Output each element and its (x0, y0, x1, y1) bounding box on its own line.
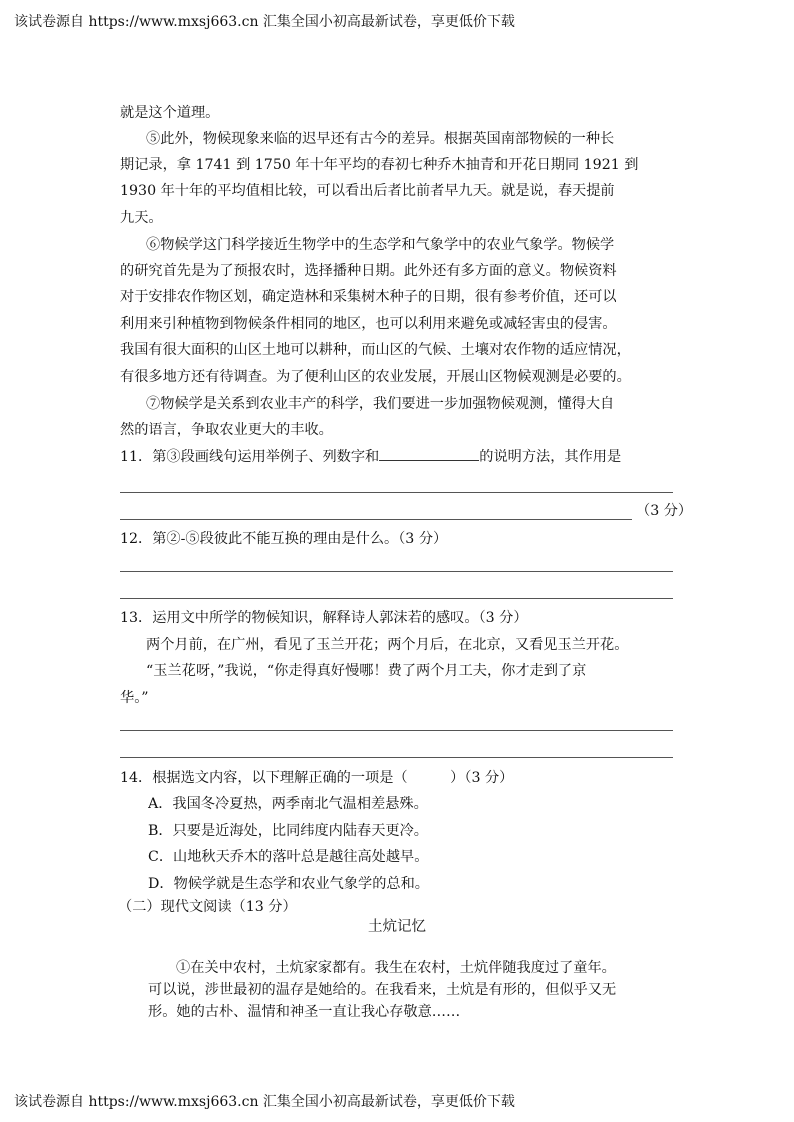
paragraph-4-ending: 就是这个道理。 (120, 105, 220, 121)
answer-line[interactable] (120, 757, 673, 758)
paragraph-6-line: ⑥物候学这门科学接近生物学中的生态学和气象学中的农业气象学。物候学 (146, 237, 615, 253)
article-paragraph-1-line: 形。她的古朴、温情和神圣一直让我心存敬意…… (148, 1004, 461, 1020)
paragraph-5-line: 九天。 (120, 210, 163, 226)
poem-line: “玉兰花呀，”我说，“你走得真好慢哪！费了两个月工夫，你才走到了京 (146, 663, 587, 679)
article-paragraph-1-line: ①在关中农村，土炕家家都有。我生在农村，土炕伴随我度过了童年。 (176, 960, 616, 976)
paragraph-6-line: 我国有很大面积的山区土地可以耕种，而山区的气候、土壤对农作物的适应情况， (120, 342, 631, 358)
answer-line[interactable] (120, 598, 673, 599)
question-11-text-after: 的说明方法，其作用是 (479, 449, 622, 465)
answer-line[interactable] (120, 519, 632, 520)
option-c[interactable]: C．山地秋天乔木的落叶总是越往高处越早。 (148, 849, 429, 865)
paragraph-7-line: ⑦物候学是关系到农业丰产的科学，我们要进一步加强物候观测，懂得大自 (146, 396, 615, 412)
question-11-text-before: 11．第③段画线句运用举例子、列数字和 (120, 449, 380, 465)
answer-line[interactable] (120, 492, 673, 493)
article-paragraph-1-line: 可以说，涉世最初的温存是她给的。在我看来，土炕是有形的，但似乎又无 (148, 982, 617, 998)
option-d[interactable]: D．物候学就是生态学和农业气象学的总和。 (148, 876, 429, 892)
question-11-blank[interactable] (379, 448, 479, 461)
option-b[interactable]: B．只要是近海处，比同纬度内陆春天更冷。 (148, 823, 428, 839)
paragraph-6-line: 有很多地方还有待调查。为了便利山区的农业发展，开展山区物候观测是必要的。 (120, 369, 631, 385)
question-11-score: （3 分） (636, 503, 693, 519)
paragraph-5-line: ⑤此外，物候现象来临的迟早还有古今的差异。根据英国南部物候的一种长 (146, 131, 615, 147)
question-12: 12．第②-⑤段彼此不能互换的理由是什么。（3 分） (120, 531, 448, 547)
page-header-source-line: 该试卷源自 https://www.mxsj663.cn 汇集全国小初高最新试卷，享更低价下载 (14, 14, 515, 30)
option-a[interactable]: A．我国冬冷夏热，两季南北气温相差悬殊。 (148, 796, 428, 812)
paragraph-7-line: 然的语言，争取农业更大的丰收。 (120, 422, 333, 438)
section-2-heading: （二）现代文阅读（13 分） (118, 899, 297, 915)
page-footer-source-line: 该试卷源自 https://www.mxsj663.cn 汇集全国小初高最新试卷，享更低价下载 (14, 1094, 515, 1110)
paragraph-5-line: 1930 年十年的平均值相比较，可以看出后者比前者早九天。就是说，春天提前 (120, 183, 615, 199)
paragraph-5-line: 期记录，拿 1741 到 1750 年十年平均的春初七种乔木抽青和开花日期同 1921 到 (120, 157, 639, 173)
question-13: 13．运用文中所学的物候知识，解释诗人郭沫若的感叹。（3 分） (120, 610, 528, 626)
article-title: 土炕记忆 (368, 919, 426, 935)
paragraph-6-line: 对于安排农作物区划，确定造林和采集树木种子的日期，很有参考价值，还可以 (120, 289, 617, 305)
paragraph-6-line: 利用来引种植物到物候条件相同的地区，也可以利用来避免或减轻害虫的侵害。 (120, 316, 617, 332)
poem-line: 两个月前，在广州，看见了玉兰开花；两个月后，在北京，又看见玉兰开花。 (146, 637, 629, 653)
question-11 (120, 448, 676, 466)
answer-line[interactable] (120, 571, 673, 572)
poem-line: 华。” (120, 690, 149, 706)
paragraph-6-line: 的研究首先是为了预报农时，选择播种日期。此外还有多方面的意义。物候资料 (120, 263, 617, 279)
answer-line[interactable] (120, 730, 673, 731)
question-14: 14．根据选文内容，以下理解正确的一项是（ ）（3 分） (120, 770, 514, 786)
